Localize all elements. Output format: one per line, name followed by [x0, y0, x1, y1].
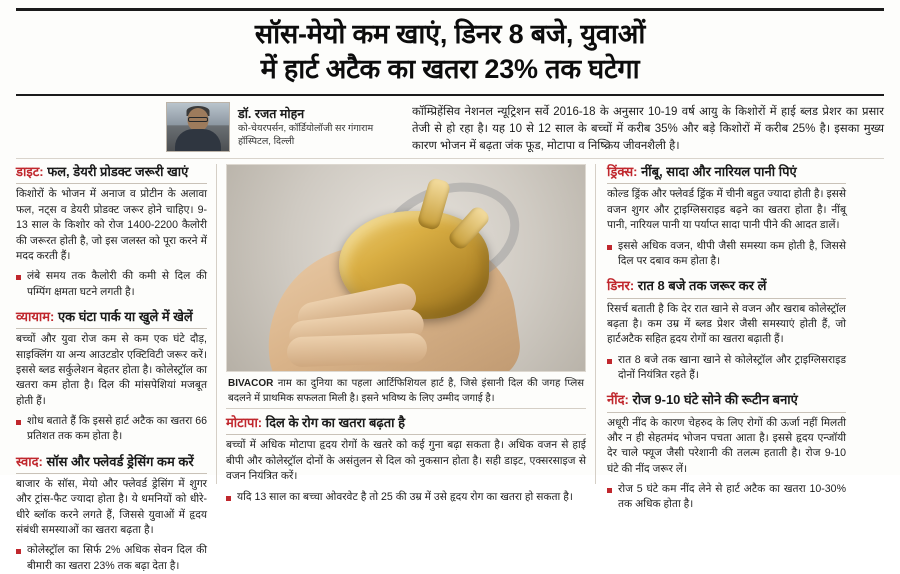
headline-line-1: सॉस-मेयो कम खाएं, डिनर 8 बजे, युवाओं — [254, 19, 646, 49]
section-drinks — [607, 164, 846, 269]
section-sleep-title-rest: रोज 9-10 घंटे सोने की रूटीन बनाएं — [628, 392, 798, 408]
section-dinner-bullet: रात 8 बजे तक खाना खाने से कोलेस्ट्रॉल और ट्राइग्लिसराइड दोनों नियंत्रित रहते हैं। — [607, 353, 846, 384]
section-obesity-keyword: मोटापा: — [226, 415, 263, 431]
section-dinner-keyword: डिनर: — [607, 278, 635, 294]
caption-divider — [226, 408, 586, 409]
section-exercise-title — [16, 309, 207, 329]
section-drinks-title — [607, 164, 846, 184]
section-diet-title-rest: फल, डेयरी प्रोडक्ट जरूरी खाएं — [43, 164, 189, 180]
section-dinner-title — [607, 278, 846, 298]
left-column — [16, 164, 216, 572]
columns-container — [16, 159, 884, 572]
author-name: डॉ. रजत मोहन — [238, 107, 305, 122]
byline-row — [16, 96, 884, 159]
section-obesity-bullet: यदि 13 साल का बच्चा ओवरवेट है तो 25 की उम्र में उसे हृदय रोग का खतरा हो सकता है। — [226, 490, 586, 505]
photo-body-shape — [175, 129, 221, 151]
section-obesity-body: बच्चों में अधिक मोटापा हृदय रोगों के खतरे को कई गुना बढ़ा सकता है। अधिक वजन से हाई बीपी और कोलेस्ट्रॉल दोनों के असंतुलन से दिल को नुकसान होता है। सही डाइट, एक्सरसाइज से वजन नियंत्रित करें। — [226, 439, 586, 483]
artificial-heart-photo — [226, 164, 586, 372]
author-designation: को-चेयरपर्सन, कॉर्डियोलॉजी सर गंगाराम हॉस्पिटल, दिल्ली — [238, 123, 374, 147]
section-obesity-title — [226, 415, 586, 435]
section-diet — [16, 164, 207, 300]
section-obesity — [226, 415, 586, 505]
headline-line-2: में हार्ट अटैक का खतरा 23% तक घटेगा — [260, 54, 640, 85]
section-diet-body: किशोरों के भोजन में अनाज व प्रोटीन के अलावा फल, नट्स व डेयरी प्रोडक्ट जरूर होने चाहिए। 9-13 साल के किशोर को रोज 1400-2200 कैलोरी की जरूरत होती है, जो इस जलस्त को पूरा करने में मदद करती हैं। — [16, 188, 207, 262]
section-drinks-keyword: ड्रिंक्स: — [607, 164, 638, 180]
section-diet-bullet: लंबे समय तक कैलोरी की कमी से दिल की पम्पिंग क्षमता घटने लगती है। — [16, 269, 207, 300]
section-sleep-body: अधूरी नींद के कारण चेहरुद के लिए रोगों की ऊर्जा नहीं मिलती और न ही सेहतमंद भोजन पचता आता है। इससे हृदय एन्जॉयी देर चाले फ्यूज जैसी परेशानी की तलत्म हताती है। रोज 9-10 घंटे की नींद जरूर लें। — [607, 416, 846, 475]
photo-glasses-shape — [188, 117, 208, 122]
section-sleep-bullet: रोज 5 घंटे कम नींद लेने से हार्ट अटैक का खतरा 10-30% तक अधिक होता है। — [607, 482, 846, 513]
right-column — [596, 164, 846, 511]
section-diet-title — [16, 164, 207, 184]
headline-block — [16, 8, 884, 96]
section-drinks-title-rest: नींबू, सादा और नारियल पानी पिएं — [637, 164, 797, 180]
byline-text — [238, 102, 398, 149]
photo-finger-shape-3 — [287, 333, 428, 368]
lede-paragraph: कॉम्प्रिहेंसिव नेशनल न्यूट्रिशन सर्वे 2016-18 के अनुसार 10-19 वर्ष आयु के किशोरों में हाई ब्लड प्रेशर का प्रसार तेजी से हो रहा है। यह 10 से 12 साल के बच्चों में करीब 35% और बड़े किशोरों में करीब 25% है। इसका मुख्य कारण भोजन में बढ़ता जंक फूड, मोटापा व निष्क्रिय जीवनशैली है। — [412, 106, 884, 152]
section-taste-title-rest: सॉस और फ्लेवर्ड ड्रेसिंग कम करें — [42, 453, 194, 469]
section-sleep-keyword: नींद: — [607, 392, 629, 408]
section-taste — [16, 454, 207, 574]
section-dinner — [607, 278, 846, 383]
section-exercise-body: बच्चों और युवा रोज कम से कम एक घंटे दौड़, साइक्लिंग या अन्य आउटडोर एक्टिविटी जरूर करें। इससे ब्लड सर्कुलेशन बेहतर होता है। कोलेस्ट्रॉल का खतरा कम होता है। दिल की मांसपेशियां मजबूत होती हैं। — [16, 333, 207, 407]
section-dinner-body: रिसर्च बताती है कि देर रात खाने से वजन और खराब कोलेस्ट्रॉल बढ़ता है। कम उम्र में ब्लड प्रेशर जैसी समस्याएं होती हैं, जो हार्टअटैक सहित हृदय रोगों का खतरा बढ़ाती हैं। — [607, 302, 846, 346]
section-obesity-title-rest: दिल के रोग का खतरा बढ़ता है — [262, 415, 405, 431]
section-sleep-title — [607, 392, 846, 412]
section-exercise-keyword: व्यायाम: — [16, 308, 55, 324]
section-drinks-bullet: इससे अधिक वजन, थीपी जैसी समस्या कम होती है, जिससे दिल पर दबाव कम होता है। — [607, 239, 846, 270]
section-taste-title — [16, 454, 207, 474]
middle-column — [217, 164, 595, 503]
section-drinks-body: कोल्ड ड्रिंक और फ्लेवर्ड ड्रिंक में चीनी बहुत ज्यादा होती है। इससे वजन शुगर और ट्राइग्लिसराइड बढ़ने का खतरा होता है। नींबू पानी, नारियल पानी या पर्याप्त सादा पानी पीने की आदत डालें। — [607, 188, 846, 232]
section-taste-keyword: स्वाद: — [16, 453, 43, 469]
figure-caption-bold: BIVACOR — [228, 378, 274, 390]
figure-caption-text: नाम का दुनिया का पहला आर्टिफिशियल हार्ट है, जिसे इंसानी दिल की जगह प्लिस बदलने में प्राथमिक सफलता मिली है। इसने भविष्य के लिए उम्मीद जगाई है। — [228, 378, 584, 404]
section-sleep — [607, 392, 846, 512]
section-taste-body: बाजार के सॉस, मेयो और फ्लेवर्ड ड्रेसिंग में शुगर और ट्रांस-फैट ज्यादा होता है। ये धमनियों को धीरे-धीरे ब्लॉक करने लगते हैं, जिससे युवाओं में हृदय संबंधी समस्याओं का खतरा बढ़ता है। — [16, 477, 207, 537]
section-exercise-bullet: शोध बताते हैं कि इससे हार्ट अटैक का खतरा 66 प्रतिशत तक कम होता है। — [16, 414, 207, 445]
section-diet-keyword: डाइट: — [16, 164, 44, 180]
section-dinner-title-rest: रात 8 बजे तक जरूर कर लें — [634, 278, 767, 294]
section-taste-bullet: कोलेस्ट्रॉल का सिर्फ 2% अधिक सेवन दिल की बीमारी का खतरा 23% तक बढ़ा देता है। — [16, 543, 207, 574]
figure-caption — [226, 372, 586, 406]
section-exercise — [16, 309, 207, 445]
section-exercise-title-rest: एक घंटा पार्क या खुले में खेलें — [54, 308, 193, 324]
author-photo — [166, 102, 230, 152]
